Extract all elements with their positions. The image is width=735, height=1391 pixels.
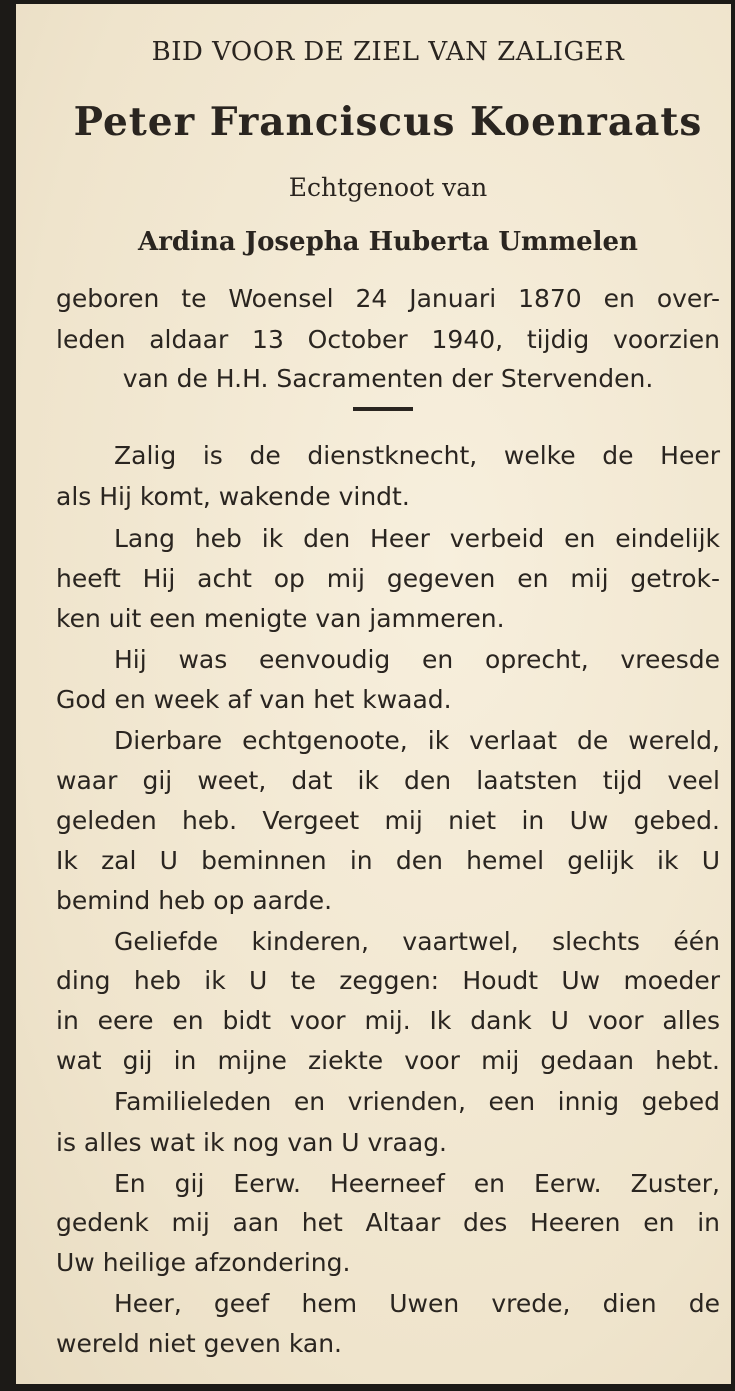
text-line: waar gij weet, dat ik den laatsten tijd veel xyxy=(56,766,720,795)
text-line: bemind heb op aarde. xyxy=(56,886,333,915)
text-line: wereld niet geven kan. xyxy=(56,1329,342,1358)
text-line: Familieleden en vrienden, een innig gebed xyxy=(114,1087,720,1116)
text-line: is alles wat ik nog van U vraag. xyxy=(56,1128,448,1157)
bio-line: van de H.H. Sacramenten der Stervenden. xyxy=(122,364,654,393)
deceased-name: Peter Franciscus Koenraats xyxy=(73,99,703,145)
text-line: geleden heb. Vergeet mij niet in Uw gebed. xyxy=(56,806,720,835)
text-line: ken uit een menigte van jammeren. xyxy=(56,604,505,633)
text-line: Lang heb ik den Heer verbeid en eindelijk xyxy=(114,524,720,553)
bio-line: geboren te Woensel 24 Januari 1870 en over- xyxy=(56,284,720,313)
text-line: als Hij komt, wakende vindt. xyxy=(56,482,410,511)
divider-rule xyxy=(353,407,413,411)
bio-line: leden aldaar 13 October 1940, tijdig voorzien xyxy=(56,325,720,354)
text-line: Uw heilige afzondering. xyxy=(56,1248,351,1277)
spouse-name: Ardina Josepha Huberta Ummelen xyxy=(138,227,638,257)
text-line: Ik zal U beminnen in den hemel gelijk ik U xyxy=(56,846,720,875)
text-line: ding heb ik U te zeggen: Houdt Uw moeder xyxy=(56,966,720,995)
text-line: Geliefde kinderen, vaartwel, slechts één xyxy=(114,927,720,956)
text-line: gedenk mij aan het Altaar des Heeren en in xyxy=(56,1208,720,1237)
text-line: Zalig is de dienstknecht, welke de Heer xyxy=(114,441,720,470)
text-line: Hij was eenvoudig en oprecht, vreesde xyxy=(114,645,720,674)
memorial-card xyxy=(16,4,731,1384)
text-line: Dierbare echtgenoote, ik verlaat de wereld, xyxy=(114,726,720,755)
spouse-label: Echtgenoot van xyxy=(288,173,488,202)
card-heading: BID VOOR DE ZIEL VAN ZALIGER xyxy=(151,37,625,67)
text-line: in eere en bidt voor mij. Ik dank U voor alles xyxy=(56,1006,720,1035)
text-line: En gij Eerw. Heerneef en Eerw. Zuster, xyxy=(114,1169,720,1198)
text-line: God en week af van het kwaad. xyxy=(56,685,452,714)
text-line: wat gij in mijne ziekte voor mij gedaan hebt. xyxy=(56,1046,720,1075)
text-line: Heer, geef hem Uwen vrede, dien de xyxy=(114,1289,720,1318)
text-line: heeft Hij acht op mij gegeven en mij getrok- xyxy=(56,564,720,593)
